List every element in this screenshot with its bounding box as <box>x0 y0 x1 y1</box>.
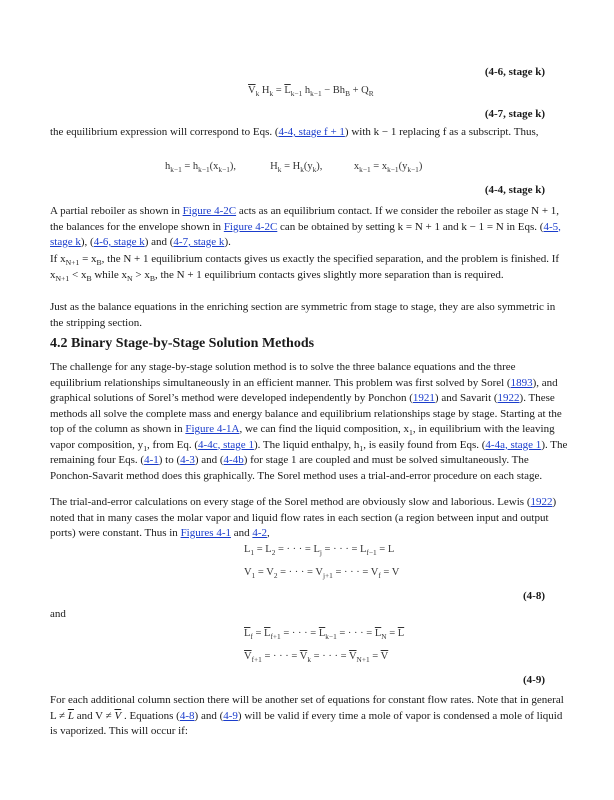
link-1921[interactable]: 1921 <box>412 392 435 404</box>
link-4-7-stage-k[interactable]: 4-7, stage k <box>173 236 225 248</box>
link-4-8[interactable]: 4-8 <box>179 709 195 722</box>
link-lewis-1922[interactable]: 1922 <box>530 496 553 508</box>
paragraph-stage-by-stage-challenge: The challenge for any stage-by-stage solution method is to solve the three balance equations and the three equilibrium relationships simultaneously in an efficient manner. This problem was first solved by Sorel (1893), and graphical solutions of Sorel’s method were developed independently by Ponchon (1921) and Savarit (1922). These methods all solve the complete mass and energy balance and equilibrium relationships stage by stage. Starting at the top of the column as shown in Figure 4-1A, we can find the liquid composition, $x_1$, in equilibrium with the leaving vapor composition, $y_1$, from Eq. (4-4c, stage 1). The liquid enthalpy, $h_1$, is easily found from Eqs. (4-4a, stage 1). The remaining four Eqs. (4-1) to (4-3) and (4-4b) for stage 1 are coupled and must be solved simultaneously. The Ponchon-Savarit method does this graphically. The Sorel method uses a trial-and-error procedure on each stage. <box>50 361 568 482</box>
link-4-5-stage-k[interactable]: 4-5, stage k <box>50 220 561 248</box>
equation-4-9-vapor: $\overline{V}_{f+1}$ = · · · = $\overline{V}_k$ = · · · = $\overline{V}_{N+1} = \overline{V}$ <box>244 651 389 664</box>
equation-4-9-liquid: $\overline{L}_f = \overline{L}_{f+1}$ = · · · = $\overline{L}_{k-1}$ = · · · = $\overline{L}_N = \overline{L}$ <box>244 628 405 641</box>
equation-label-4-6: (4-6, stage k) <box>484 66 545 78</box>
equation-4-4-equilibrium: $h_{k-1} = h_{k-1}(x_{k-1})$, $H_k = H_k(y_k)$, $x_{k-1} = x_{k-1}(y_{k-1})$ <box>165 161 423 174</box>
equation-label-4-4: (4-4, stage k) <box>484 184 545 196</box>
link-4-3[interactable]: 4-3 <box>180 454 195 466</box>
link-figure-4-2c-second[interactable]: Figure 4-2C <box>223 220 278 233</box>
paragraph-lewis-constant-flow: The trial-and-error calculations on every stage of the Sorel method are obviously slow and laborious. Lewis (1922) noted that in many cases the molar vapor and liquid flow rates in each section (a region between input and output ports) were constant. Thus in Figures 4-1 and 4-2, <box>50 496 557 539</box>
equation-label-4-8: (4-8) <box>523 590 545 602</box>
paragraph-separation-check: If $x_{N+1} = x_B$, the N + 1 equilibrium contacts gives us exactly the specified separation, and the problem is finished. If $x_{N+1} < x_B$ while $x_N > x_B$, the N + 1 equilibrium contacts gives slightly more separation than is required. <box>50 253 560 283</box>
paragraph-equilibrium-expression: the equilibrium expression will correspond to Eqs. (4-4, stage f + 1) with k − 1 replacing f as a subscript. Thus, <box>50 126 539 138</box>
paragraph-additional-sections: For each additional column section there will be another set of equations for constant flow rates. Note that in general $L \ne \overline{L}$ and $V \ne \overline{V}$ . Equations (4-8) and (4-9) will be valid if every time a mole of vapor is condensed a mole of liquid is vaporized. This will occur if: <box>50 694 564 737</box>
link-4-9[interactable]: 4-9 <box>223 709 238 722</box>
l-bar-symbol: $\overline{L}$ <box>67 709 74 722</box>
link-4-4a-stage-1[interactable]: 4-4a, stage 1 <box>485 438 542 451</box>
link-figure-4-2c[interactable]: Figure 4-2C <box>182 205 237 217</box>
connector-and: and <box>50 608 66 620</box>
equation-4-7: $\overline{V}_k$ $H_k = \overline{L}_{k-1}$ $h_{k-1} - Bh_B + Q_R$ <box>248 85 374 98</box>
link-1922[interactable]: 1922 <box>497 392 520 404</box>
link-1893[interactable]: 1893 <box>510 376 533 389</box>
section-heading: 4.2 Binary Stage-by-Stage Solution Methods <box>50 336 315 351</box>
equation-label-4-9: (4-9) <box>523 674 545 686</box>
paragraph-symmetry: Just as the balance equations in the enriching section are symmetric from stage to stage, they are also symmetric in the stripping section. <box>50 301 556 329</box>
v-bar-symbol: $\overline{V}$ <box>114 709 122 722</box>
link-4-4c-stage-1[interactable]: 4-4c, stage 1 <box>198 438 254 451</box>
link-figure-4-1a[interactable]: Figure 4-1A <box>185 423 240 435</box>
equation-label-4-7: (4-7, stage k) <box>484 108 545 120</box>
link-4-4-stage-f-plus-1[interactable]: 4-4, stage f + 1 <box>278 126 345 138</box>
equation-4-8-liquid: $L_1 = L_2$ = · · · = $L_j$ = · · · = $L_{f-1} = L$ <box>244 544 395 557</box>
equation-4-8-vapor: $V_1 = V_2$ = · · · = $V_{j+1}$ = · · · = $V_f = V$ <box>244 567 400 580</box>
link-figures-4-1[interactable]: Figures 4-1 <box>180 527 231 539</box>
link-4-1[interactable]: 4-1 <box>144 454 159 466</box>
link-4-6-stage-k[interactable]: 4-6, stage k <box>93 236 145 248</box>
link-4-4b[interactable]: 4-4b <box>223 454 244 466</box>
paragraph-partial-reboiler: A partial reboiler as shown in Figure 4-2C acts as an equilibrium contact. If we consider the reboiler as stage N + 1, the balances for the envelope shown in Figure 4-2C can be obtained by setting k = N + 1 and k − 1 = N in Eqs. (4-5, stage k), (4-6, stage k) and (4-7, stage k). <box>50 205 561 248</box>
link-4-2[interactable]: 4-2 <box>252 527 268 539</box>
